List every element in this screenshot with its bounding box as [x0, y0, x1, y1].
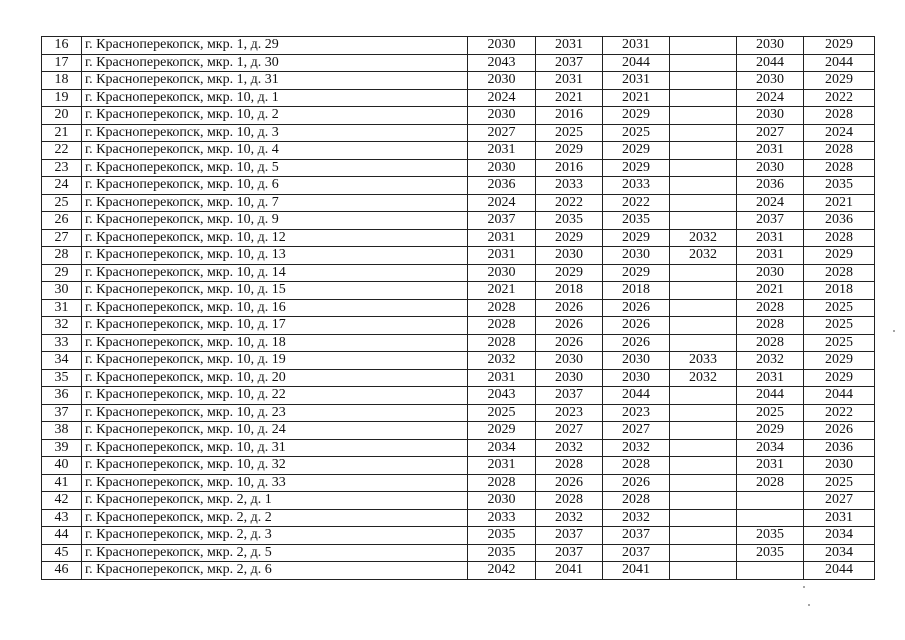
table-row — [42, 142, 875, 160]
year-cell-5: 2030 — [737, 264, 804, 282]
address-cell: г. Красноперекопск, мкр. 2, д. 3 — [82, 527, 468, 545]
row-number: 44 — [42, 527, 82, 545]
year-cell-3: 2044 — [603, 54, 670, 72]
year-cell-1: 2030 — [468, 492, 536, 510]
year-cell-6: 2031 — [804, 509, 875, 527]
year-cell-5: 2028 — [737, 299, 804, 317]
address-cell: г. Красноперекопск, мкр. 10, д. 9 — [82, 212, 468, 230]
year-cell-2: 2018 — [536, 282, 603, 300]
year-cell-4 — [670, 177, 737, 195]
year-cell-2: 2016 — [536, 159, 603, 177]
year-cell-1: 2024 — [468, 194, 536, 212]
year-cell-5: 2037 — [737, 212, 804, 230]
year-cell-2: 2026 — [536, 317, 603, 335]
address-cell: г. Красноперекопск, мкр. 2, д. 2 — [82, 509, 468, 527]
row-number: 23 — [42, 159, 82, 177]
row-number: 37 — [42, 404, 82, 422]
year-cell-5: 2027 — [737, 124, 804, 142]
year-cell-6: 2028 — [804, 142, 875, 160]
year-cell-2: 2037 — [536, 527, 603, 545]
year-cell-3: 2026 — [603, 334, 670, 352]
year-cell-1: 2030 — [468, 159, 536, 177]
year-cell-1: 2036 — [468, 177, 536, 195]
table-row — [42, 387, 875, 405]
year-cell-3: 2035 — [603, 212, 670, 230]
address-cell: г. Красноперекопск, мкр. 10, д. 3 — [82, 124, 468, 142]
address-cell: г. Красноперекопск, мкр. 10, д. 24 — [82, 422, 468, 440]
table-row — [42, 299, 875, 317]
table-row — [42, 264, 875, 282]
row-number: 26 — [42, 212, 82, 230]
year-cell-5: 2024 — [737, 89, 804, 107]
year-cell-5: 2044 — [737, 54, 804, 72]
year-cell-6: 2021 — [804, 194, 875, 212]
year-cell-4: 2032 — [670, 229, 737, 247]
row-number: 22 — [42, 142, 82, 160]
year-cell-6: 2036 — [804, 439, 875, 457]
year-cell-1: 2028 — [468, 474, 536, 492]
table-row — [42, 369, 875, 387]
table-row — [42, 422, 875, 440]
year-cell-5: 2035 — [737, 544, 804, 562]
year-cell-5 — [737, 492, 804, 510]
table-row — [42, 509, 875, 527]
address-cell: г. Красноперекопск, мкр. 10, д. 14 — [82, 264, 468, 282]
year-cell-5: 2030 — [737, 37, 804, 55]
row-number: 38 — [42, 422, 82, 440]
year-cell-6: 2025 — [804, 474, 875, 492]
year-cell-3: 2026 — [603, 317, 670, 335]
year-cell-3: 2030 — [603, 369, 670, 387]
year-cell-4 — [670, 282, 737, 300]
table-row — [42, 334, 875, 352]
table-row — [42, 247, 875, 265]
year-cell-2: 2026 — [536, 299, 603, 317]
year-cell-5: 2031 — [737, 229, 804, 247]
year-cell-4: 2032 — [670, 369, 737, 387]
year-cell-6: 2028 — [804, 107, 875, 125]
row-number: 42 — [42, 492, 82, 510]
year-cell-3: 2028 — [603, 457, 670, 475]
year-cell-6: 2029 — [804, 37, 875, 55]
year-cell-5: 2030 — [737, 107, 804, 125]
year-cell-2: 2035 — [536, 212, 603, 230]
year-cell-2: 2030 — [536, 247, 603, 265]
row-number: 41 — [42, 474, 82, 492]
table-row — [42, 527, 875, 545]
year-cell-6: 2024 — [804, 124, 875, 142]
year-cell-3: 2029 — [603, 229, 670, 247]
row-number: 19 — [42, 89, 82, 107]
year-cell-1: 2042 — [468, 562, 536, 580]
year-cell-1: 2030 — [468, 264, 536, 282]
table-row — [42, 317, 875, 335]
year-cell-2: 2027 — [536, 422, 603, 440]
year-cell-6: 2027 — [804, 492, 875, 510]
row-number: 21 — [42, 124, 82, 142]
year-cell-6: 2029 — [804, 247, 875, 265]
address-cell: г. Красноперекопск, мкр. 10, д. 5 — [82, 159, 468, 177]
year-cell-3: 2027 — [603, 422, 670, 440]
address-cell: г. Красноперекопск, мкр. 10, д. 1 — [82, 89, 468, 107]
year-cell-5: 2024 — [737, 194, 804, 212]
row-number: 43 — [42, 509, 82, 527]
address-cell: г. Красноперекопск, мкр. 10, д. 7 — [82, 194, 468, 212]
year-cell-3: 2044 — [603, 387, 670, 405]
year-cell-2: 2029 — [536, 229, 603, 247]
year-cell-2: 2029 — [536, 264, 603, 282]
row-number: 25 — [42, 194, 82, 212]
table-row — [42, 544, 875, 562]
year-cell-6: 2025 — [804, 299, 875, 317]
address-cell: г. Красноперекопск, мкр. 1, д. 29 — [82, 37, 468, 55]
address-cell: г. Красноперекопск, мкр. 10, д. 31 — [82, 439, 468, 457]
row-number: 36 — [42, 387, 82, 405]
year-cell-6: 2025 — [804, 334, 875, 352]
year-cell-4 — [670, 509, 737, 527]
year-cell-6: 2022 — [804, 89, 875, 107]
year-cell-3: 2026 — [603, 474, 670, 492]
address-cell: г. Красноперекопск, мкр. 10, д. 23 — [82, 404, 468, 422]
year-cell-4 — [670, 439, 737, 457]
year-cell-1: 2032 — [468, 352, 536, 370]
year-cell-3: 2023 — [603, 404, 670, 422]
year-cell-4 — [670, 299, 737, 317]
year-cell-1: 2043 — [468, 387, 536, 405]
year-cell-1: 2033 — [468, 509, 536, 527]
year-cell-2: 2029 — [536, 142, 603, 160]
row-number: 45 — [42, 544, 82, 562]
year-cell-3: 2029 — [603, 159, 670, 177]
year-cell-6: 2036 — [804, 212, 875, 230]
year-cell-6: 2044 — [804, 387, 875, 405]
address-cell: г. Красноперекопск, мкр. 10, д. 16 — [82, 299, 468, 317]
row-number: 30 — [42, 282, 82, 300]
year-cell-6: 2028 — [804, 159, 875, 177]
year-cell-3: 2030 — [603, 247, 670, 265]
year-cell-5: 2029 — [737, 422, 804, 440]
address-cell: г. Красноперекопск, мкр. 10, д. 32 — [82, 457, 468, 475]
row-number: 31 — [42, 299, 82, 317]
year-cell-4 — [670, 527, 737, 545]
row-number: 34 — [42, 352, 82, 370]
year-cell-5: 2044 — [737, 387, 804, 405]
row-number: 46 — [42, 562, 82, 580]
year-cell-4 — [670, 387, 737, 405]
year-cell-2: 2041 — [536, 562, 603, 580]
year-cell-2: 2037 — [536, 387, 603, 405]
year-cell-4: 2033 — [670, 352, 737, 370]
year-cell-6: 2025 — [804, 317, 875, 335]
address-cell: г. Красноперекопск, мкр. 10, д. 13 — [82, 247, 468, 265]
year-cell-2: 2033 — [536, 177, 603, 195]
year-cell-1: 2030 — [468, 107, 536, 125]
year-cell-4 — [670, 264, 737, 282]
year-cell-2: 2025 — [536, 124, 603, 142]
year-cell-6: 2029 — [804, 352, 875, 370]
year-cell-1: 2031 — [468, 457, 536, 475]
year-cell-4 — [670, 317, 737, 335]
year-cell-2: 2026 — [536, 334, 603, 352]
address-cell: г. Красноперекопск, мкр. 2, д. 5 — [82, 544, 468, 562]
year-cell-3: 2033 — [603, 177, 670, 195]
year-cell-3: 2041 — [603, 562, 670, 580]
table-row — [42, 37, 875, 55]
table-row — [42, 177, 875, 195]
year-cell-6: 2028 — [804, 264, 875, 282]
row-number: 27 — [42, 229, 82, 247]
year-cell-4 — [670, 457, 737, 475]
address-cell: г. Красноперекопск, мкр. 10, д. 33 — [82, 474, 468, 492]
year-cell-2: 2028 — [536, 492, 603, 510]
year-cell-2: 2026 — [536, 474, 603, 492]
year-cell-5: 2031 — [737, 247, 804, 265]
year-cell-2: 2032 — [536, 509, 603, 527]
year-cell-4 — [670, 404, 737, 422]
year-cell-1: 2027 — [468, 124, 536, 142]
year-cell-3: 2029 — [603, 264, 670, 282]
table-row — [42, 474, 875, 492]
year-cell-1: 2028 — [468, 334, 536, 352]
table-row — [42, 229, 875, 247]
housing-table — [41, 36, 875, 580]
year-cell-3: 2021 — [603, 89, 670, 107]
year-cell-6: 2030 — [804, 457, 875, 475]
year-cell-5: 2031 — [737, 457, 804, 475]
address-cell: г. Красноперекопск, мкр. 10, д. 4 — [82, 142, 468, 160]
year-cell-6: 2044 — [804, 562, 875, 580]
year-cell-1: 2037 — [468, 212, 536, 230]
year-cell-4: 2032 — [670, 247, 737, 265]
year-cell-4 — [670, 37, 737, 55]
year-cell-5: 2036 — [737, 177, 804, 195]
year-cell-5 — [737, 562, 804, 580]
table-row — [42, 282, 875, 300]
year-cell-1: 2024 — [468, 89, 536, 107]
year-cell-6: 2029 — [804, 72, 875, 90]
year-cell-2: 2031 — [536, 72, 603, 90]
year-cell-1: 2029 — [468, 422, 536, 440]
year-cell-2: 2022 — [536, 194, 603, 212]
year-cell-3: 2026 — [603, 299, 670, 317]
table-row — [42, 72, 875, 90]
year-cell-2: 2028 — [536, 457, 603, 475]
year-cell-1: 2031 — [468, 369, 536, 387]
year-cell-1: 2034 — [468, 439, 536, 457]
table-row — [42, 124, 875, 142]
year-cell-1: 2021 — [468, 282, 536, 300]
year-cell-4 — [670, 89, 737, 107]
year-cell-1: 2043 — [468, 54, 536, 72]
year-cell-6: 2034 — [804, 544, 875, 562]
year-cell-4 — [670, 422, 737, 440]
row-number: 35 — [42, 369, 82, 387]
table-row — [42, 54, 875, 72]
address-cell: г. Красноперекопск, мкр. 10, д. 12 — [82, 229, 468, 247]
address-cell: г. Красноперекопск, мкр. 10, д. 15 — [82, 282, 468, 300]
scan-speck — [808, 604, 810, 606]
year-cell-4 — [670, 159, 737, 177]
scan-speck — [803, 586, 805, 588]
year-cell-4 — [670, 334, 737, 352]
address-cell: г. Красноперекопск, мкр. 10, д. 22 — [82, 387, 468, 405]
year-cell-1: 2028 — [468, 317, 536, 335]
year-cell-5: 2035 — [737, 527, 804, 545]
row-number: 40 — [42, 457, 82, 475]
year-cell-1: 2035 — [468, 544, 536, 562]
address-cell: г. Красноперекопск, мкр. 2, д. 6 — [82, 562, 468, 580]
address-cell: г. Красноперекопск, мкр. 10, д. 19 — [82, 352, 468, 370]
address-cell: г. Красноперекопск, мкр. 10, д. 18 — [82, 334, 468, 352]
year-cell-6: 2018 — [804, 282, 875, 300]
year-cell-2: 2023 — [536, 404, 603, 422]
table-row — [42, 562, 875, 580]
table-row — [42, 492, 875, 510]
year-cell-3: 2028 — [603, 492, 670, 510]
year-cell-1: 2031 — [468, 142, 536, 160]
year-cell-4 — [670, 72, 737, 90]
year-cell-3: 2025 — [603, 124, 670, 142]
year-cell-1: 2031 — [468, 229, 536, 247]
year-cell-4 — [670, 562, 737, 580]
year-cell-6: 2022 — [804, 404, 875, 422]
year-cell-3: 2037 — [603, 544, 670, 562]
address-cell: г. Красноперекопск, мкр. 10, д. 2 — [82, 107, 468, 125]
year-cell-3: 2032 — [603, 439, 670, 457]
year-cell-6: 2035 — [804, 177, 875, 195]
year-cell-5: 2032 — [737, 352, 804, 370]
year-cell-4 — [670, 474, 737, 492]
scan-speck — [893, 330, 895, 332]
year-cell-1: 2030 — [468, 72, 536, 90]
year-cell-5: 2021 — [737, 282, 804, 300]
year-cell-1: 2035 — [468, 527, 536, 545]
address-cell: г. Красноперекопск, мкр. 1, д. 30 — [82, 54, 468, 72]
year-cell-6: 2029 — [804, 369, 875, 387]
row-number: 29 — [42, 264, 82, 282]
table-row — [42, 212, 875, 230]
table-body — [42, 37, 875, 580]
address-cell: г. Красноперекопск, мкр. 10, д. 6 — [82, 177, 468, 195]
year-cell-4 — [670, 54, 737, 72]
year-cell-5: 2025 — [737, 404, 804, 422]
year-cell-3: 2029 — [603, 142, 670, 160]
year-cell-6: 2044 — [804, 54, 875, 72]
year-cell-3: 2037 — [603, 527, 670, 545]
year-cell-1: 2031 — [468, 247, 536, 265]
year-cell-5 — [737, 509, 804, 527]
year-cell-5: 2031 — [737, 142, 804, 160]
year-cell-4 — [670, 194, 737, 212]
year-cell-3: 2032 — [603, 509, 670, 527]
year-cell-2: 2021 — [536, 89, 603, 107]
year-cell-5: 2034 — [737, 439, 804, 457]
year-cell-5: 2028 — [737, 474, 804, 492]
year-cell-5: 2028 — [737, 317, 804, 335]
year-cell-4 — [670, 124, 737, 142]
table-row — [42, 352, 875, 370]
year-cell-2: 2016 — [536, 107, 603, 125]
year-cell-4 — [670, 107, 737, 125]
address-cell: г. Красноперекопск, мкр. 10, д. 17 — [82, 317, 468, 335]
year-cell-2: 2037 — [536, 544, 603, 562]
year-cell-6: 2026 — [804, 422, 875, 440]
year-cell-6: 2028 — [804, 229, 875, 247]
year-cell-1: 2025 — [468, 404, 536, 422]
table-row — [42, 439, 875, 457]
year-cell-4 — [670, 492, 737, 510]
year-cell-4 — [670, 142, 737, 160]
table-row — [42, 159, 875, 177]
year-cell-3: 2022 — [603, 194, 670, 212]
year-cell-2: 2037 — [536, 54, 603, 72]
year-cell-3: 2029 — [603, 107, 670, 125]
year-cell-1: 2030 — [468, 37, 536, 55]
year-cell-2: 2030 — [536, 352, 603, 370]
address-cell: г. Красноперекопск, мкр. 2, д. 1 — [82, 492, 468, 510]
year-cell-5: 2028 — [737, 334, 804, 352]
row-number: 24 — [42, 177, 82, 195]
year-cell-2: 2031 — [536, 37, 603, 55]
table-row — [42, 404, 875, 422]
year-cell-3: 2031 — [603, 72, 670, 90]
row-number: 16 — [42, 37, 82, 55]
year-cell-2: 2032 — [536, 439, 603, 457]
table-row — [42, 457, 875, 475]
row-number: 17 — [42, 54, 82, 72]
year-cell-1: 2028 — [468, 299, 536, 317]
year-cell-5: 2031 — [737, 369, 804, 387]
year-cell-3: 2031 — [603, 37, 670, 55]
table-row — [42, 194, 875, 212]
year-cell-6: 2034 — [804, 527, 875, 545]
row-number: 33 — [42, 334, 82, 352]
address-cell: г. Красноперекопск, мкр. 10, д. 20 — [82, 369, 468, 387]
row-number: 39 — [42, 439, 82, 457]
address-cell: г. Красноперекопск, мкр. 1, д. 31 — [82, 72, 468, 90]
year-cell-3: 2018 — [603, 282, 670, 300]
year-cell-2: 2030 — [536, 369, 603, 387]
table-row — [42, 89, 875, 107]
year-cell-4 — [670, 544, 737, 562]
row-number: 32 — [42, 317, 82, 335]
table-row — [42, 107, 875, 125]
year-cell-4 — [670, 212, 737, 230]
year-cell-5: 2030 — [737, 72, 804, 90]
row-number: 28 — [42, 247, 82, 265]
row-number: 18 — [42, 72, 82, 90]
year-cell-5: 2030 — [737, 159, 804, 177]
year-cell-3: 2030 — [603, 352, 670, 370]
row-number: 20 — [42, 107, 82, 125]
